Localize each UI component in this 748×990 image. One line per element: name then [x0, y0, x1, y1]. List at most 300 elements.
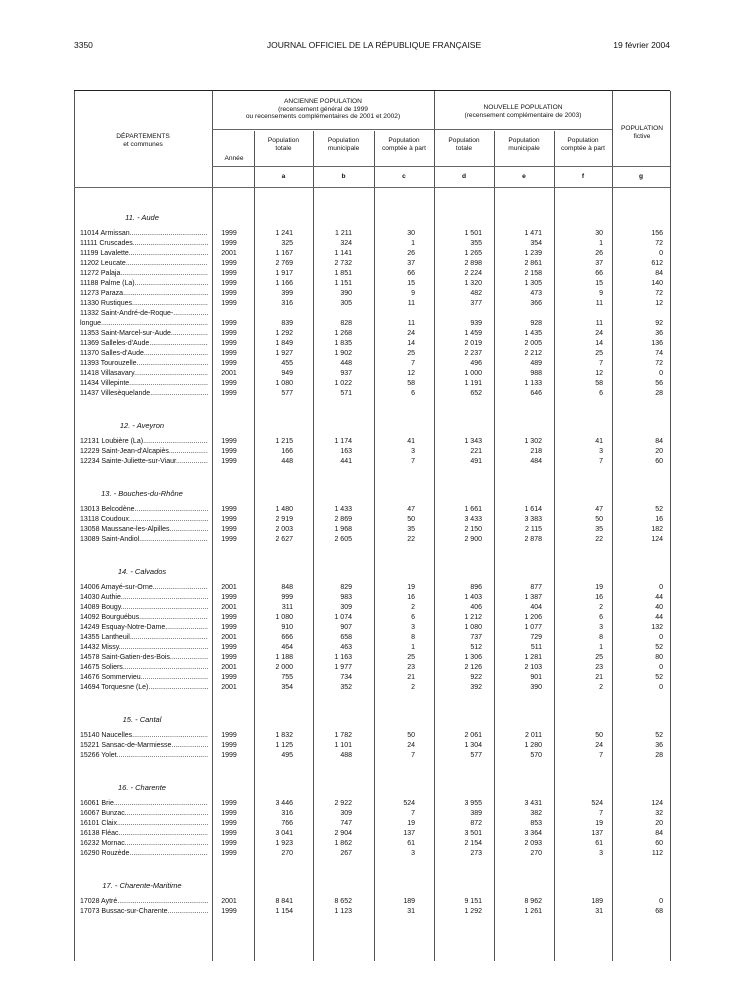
- cell-c6: 7: [599, 458, 603, 465]
- cell-c6: 11: [595, 300, 603, 307]
- cell-c4: 1 306: [464, 654, 482, 661]
- cell-yr: 1999: [221, 810, 237, 817]
- cell-c2: 1 268: [334, 330, 352, 337]
- cell-c3: 23: [407, 664, 415, 671]
- cell-c1: 766: [281, 820, 293, 827]
- cell-c4: 9 151: [464, 898, 482, 905]
- cell-c1: 848: [281, 584, 293, 591]
- department-heading: 12. - Aveyron: [119, 421, 165, 430]
- commune-name: 11370 Salles-d'Aude .....: [80, 349, 208, 359]
- cell-c4: 1 191: [464, 380, 482, 387]
- cell-c2: 1 074: [334, 614, 352, 621]
- table-row: [74, 683, 670, 693]
- key-c: c: [402, 173, 406, 180]
- cell-c7: 56: [655, 380, 663, 387]
- cell-c6: 6: [599, 390, 603, 397]
- commune-name: 16061 Brie .....: [80, 799, 208, 809]
- cell-c1: 316: [281, 810, 293, 817]
- table-row: [74, 437, 670, 447]
- cell-c7: 156: [651, 230, 663, 237]
- key-g: g: [638, 173, 644, 180]
- cell-c6: 19: [595, 584, 603, 591]
- table-row: [74, 369, 670, 379]
- cell-c1: 1 125: [275, 742, 293, 749]
- cell-c1: 3 041: [275, 830, 293, 837]
- table-row: [74, 897, 670, 907]
- cell-yr: 1999: [221, 526, 237, 533]
- cell-yr: 1999: [221, 438, 237, 445]
- cell-yr: 1999: [221, 458, 237, 465]
- cell-c7: 84: [655, 438, 663, 445]
- cell-yr: 1999: [221, 300, 237, 307]
- cell-c1: 1 188: [275, 654, 293, 661]
- cell-c7: 112: [651, 850, 663, 857]
- cell-c3: 7: [411, 752, 415, 759]
- cell-c4: 1 343: [464, 438, 482, 445]
- cell-c5: 1 281: [524, 654, 542, 661]
- cell-c4: 355: [470, 240, 482, 247]
- header-d-population-totale: Population totale: [448, 137, 480, 152]
- commune-name: longue .....: [80, 319, 208, 329]
- cell-yr: 2001: [221, 898, 237, 905]
- cell-c6: 21: [595, 674, 603, 681]
- commune-name: 11393 Tourouzelle .....: [80, 359, 208, 369]
- table-row: [74, 289, 670, 299]
- cell-c7: 84: [655, 830, 663, 837]
- cell-c6: 35: [595, 526, 603, 533]
- cell-c2: 352: [340, 684, 352, 691]
- table-row: [74, 319, 670, 329]
- cell-c7: 0: [659, 898, 663, 905]
- cell-c5: 1 471: [524, 230, 542, 237]
- cell-c1: 949: [281, 370, 293, 377]
- cell-c6: 37: [595, 260, 603, 267]
- cell-c4: 496: [470, 360, 482, 367]
- cell-c7: 124: [651, 800, 663, 807]
- cell-c7: 12: [655, 300, 663, 307]
- cell-c1: 166: [281, 448, 293, 455]
- cell-c1: 311: [281, 604, 293, 611]
- cell-c5: 382: [530, 810, 542, 817]
- cell-c2: 2 732: [334, 260, 352, 267]
- cell-c7: 72: [655, 360, 663, 367]
- cell-c4: 1 459: [464, 330, 482, 337]
- cell-c3: 6: [411, 614, 415, 621]
- table-row: [74, 829, 670, 839]
- cell-c4: 2 900: [464, 536, 482, 543]
- cell-c5: 2 158: [524, 270, 542, 277]
- cell-c6: 22: [595, 536, 603, 543]
- journal-title: JOURNAL OFFICIEL DE LA RÉPUBLIQUE FRANÇAISE: [266, 40, 482, 50]
- cell-yr: 1999: [221, 850, 237, 857]
- table-row: [74, 239, 670, 249]
- cell-c4: 1 292: [464, 908, 482, 915]
- cell-yr: 1999: [221, 270, 237, 277]
- cell-c7: 36: [655, 330, 663, 337]
- table-row: [74, 731, 670, 741]
- cell-yr: 2001: [221, 370, 237, 377]
- table-row: [74, 663, 670, 673]
- cell-c5: 354: [530, 240, 542, 247]
- department-heading: 11. - Aude: [125, 213, 159, 222]
- cell-c5: 2 093: [524, 840, 542, 847]
- population-table: [74, 90, 670, 961]
- cell-c2: 829: [340, 584, 352, 591]
- cell-c4: 1 661: [464, 506, 482, 513]
- cell-c1: 455: [281, 360, 293, 367]
- cell-c2: 658: [340, 634, 352, 641]
- cell-c1: 1 167: [275, 250, 293, 257]
- page-number: 3350: [74, 40, 93, 50]
- cell-yr: 1999: [221, 752, 237, 759]
- cell-c2: 983: [340, 594, 352, 601]
- cell-c2: 1 163: [334, 654, 352, 661]
- table-row: [74, 379, 670, 389]
- cell-c7: 80: [655, 654, 663, 661]
- key-a: a: [281, 173, 286, 180]
- cell-yr: 1999: [221, 360, 237, 367]
- cell-c3: 25: [407, 350, 415, 357]
- table-row: [74, 535, 670, 545]
- cell-c5: 2 212: [524, 350, 542, 357]
- cell-yr: 1999: [221, 800, 237, 807]
- cell-c6: 47: [595, 506, 603, 513]
- cell-c3: 26: [407, 250, 415, 257]
- cell-c1: 999: [281, 594, 293, 601]
- cell-yr: 2001: [221, 584, 237, 591]
- cell-c2: 747: [340, 820, 352, 827]
- cell-c6: 25: [595, 350, 603, 357]
- table-row: [74, 229, 670, 239]
- table-row: [74, 339, 670, 349]
- cell-c4: 2 237: [464, 350, 482, 357]
- commune-name: 14676 Sommervieu .....: [80, 673, 208, 683]
- key-f: f: [581, 173, 585, 180]
- cell-yr: 2001: [221, 634, 237, 641]
- table-row: [74, 741, 670, 751]
- cell-c2: 324: [340, 240, 352, 247]
- table-row: [74, 249, 670, 259]
- cell-c3: 19: [407, 820, 415, 827]
- cell-c1: 399: [281, 290, 293, 297]
- cell-c4: 1 320: [464, 280, 482, 287]
- cell-c7: 140: [651, 280, 663, 287]
- cell-c7: 44: [655, 614, 663, 621]
- cell-c3: 8: [411, 634, 415, 641]
- table-row: [74, 309, 670, 319]
- cell-c1: 1 832: [275, 732, 293, 739]
- table-row: [74, 505, 670, 515]
- commune-name: 11330 Rustiques .....: [80, 299, 208, 309]
- cell-c3: 14: [407, 340, 415, 347]
- cell-c3: 3: [411, 448, 415, 455]
- cell-yr: 1999: [221, 448, 237, 455]
- cell-c7: 182: [651, 526, 663, 533]
- table-row: [74, 389, 670, 399]
- header-a-population-totale: Population totale: [267, 137, 300, 152]
- cell-c1: 8 841: [275, 898, 293, 905]
- cell-c2: 1 433: [334, 506, 352, 513]
- cell-c3: 1: [411, 644, 415, 651]
- cell-c5: 1 206: [524, 614, 542, 621]
- cell-c3: 19: [407, 584, 415, 591]
- commune-name: 14030 Authie .....: [80, 593, 208, 603]
- cell-c7: 84: [655, 270, 663, 277]
- cell-c5: 2 011: [525, 732, 542, 739]
- cell-c5: 1 280: [524, 742, 542, 749]
- cell-yr: 1999: [221, 340, 237, 347]
- commune-name: 11202 Leucate .....: [80, 259, 208, 269]
- table-row: [74, 633, 670, 643]
- cell-c5: 2 861: [524, 260, 542, 267]
- cell-c5: 270: [530, 850, 542, 857]
- cell-c2: 390: [340, 290, 352, 297]
- cell-c1: 1 923: [275, 840, 293, 847]
- cell-c2: 2 922: [334, 800, 352, 807]
- department-heading: 17. - Charente-Maritime: [102, 881, 182, 890]
- cell-c2: 8 652: [334, 898, 352, 905]
- cell-c4: 2 898: [464, 260, 482, 267]
- cell-c6: 524: [591, 800, 603, 807]
- commune-name: 11369 Salleles-d'Aude .....: [80, 339, 208, 349]
- cell-c2: 1 902: [334, 350, 352, 357]
- cell-yr: 1999: [221, 840, 237, 847]
- cell-c1: 577: [281, 390, 293, 397]
- cell-c2: 1 977: [334, 664, 352, 671]
- cell-c2: 1 022: [334, 380, 352, 387]
- cell-c4: 1 212: [464, 614, 482, 621]
- cell-c3: 66: [407, 270, 415, 277]
- commune-name: 13058 Maussane-les-Alpilles .....: [80, 525, 208, 535]
- cell-c1: 2 769: [275, 260, 293, 267]
- cell-c4: 939: [470, 320, 482, 327]
- table-row: [74, 359, 670, 369]
- cell-c4: 1 403: [464, 594, 482, 601]
- cell-c2: 448: [340, 360, 352, 367]
- cell-c7: 52: [655, 732, 663, 739]
- cell-yr: 1999: [221, 290, 237, 297]
- table-row: [74, 809, 670, 819]
- cell-c3: 22: [407, 536, 415, 543]
- cell-c7: 0: [659, 664, 663, 671]
- commune-name: 11111 Cruscades .....: [80, 239, 208, 249]
- commune-name: 14432 Missy .....: [80, 643, 208, 653]
- cell-c3: 24: [407, 330, 415, 337]
- header-c-population-comptee: Population comptée à part: [382, 137, 426, 152]
- cell-c5: 646: [530, 390, 542, 397]
- cell-c4: 922: [470, 674, 482, 681]
- cell-c1: 1 154: [275, 908, 293, 915]
- cell-c2: 571: [340, 390, 352, 397]
- commune-name: 15221 Sansac-de-Marmiesse .....: [80, 741, 208, 751]
- table-row: [74, 525, 670, 535]
- cell-c5: 2 005: [524, 340, 542, 347]
- commune-name: 14089 Bougy .....: [80, 603, 208, 613]
- cell-c6: 23: [595, 664, 603, 671]
- cell-c7: 0: [659, 370, 663, 377]
- commune-name: 17073 Bussac-sur-Charente .....: [80, 907, 208, 917]
- cell-c7: 52: [655, 644, 663, 651]
- cell-c5: 729: [530, 634, 542, 641]
- cell-c1: 910: [281, 624, 293, 631]
- cell-c7: 60: [655, 840, 663, 847]
- header-f-population-comptee: Population comptée à part: [561, 137, 605, 152]
- cell-c3: 47: [407, 506, 415, 513]
- cell-c2: 1 862: [334, 840, 352, 847]
- cell-c3: 41: [407, 438, 415, 445]
- cell-c5: 8 962: [524, 898, 542, 905]
- cell-c7: 32: [655, 810, 663, 817]
- cell-c5: 877: [530, 584, 542, 591]
- cell-c4: 2 019: [464, 340, 482, 347]
- cell-c7: 60: [655, 458, 663, 465]
- table-row: [74, 447, 670, 457]
- cell-yr: 1999: [221, 624, 237, 631]
- commune-name: 14675 Soliers .....: [80, 663, 208, 673]
- commune-name: 11332 Saint-André-de-Roque- .....: [80, 309, 208, 319]
- cell-c3: 7: [411, 458, 415, 465]
- table-row: [74, 583, 670, 593]
- header-annee: Année: [224, 155, 244, 162]
- cell-c4: 491: [470, 458, 482, 465]
- cell-c3: 11: [407, 320, 415, 327]
- cell-c5: 511: [530, 644, 542, 651]
- publication-date: 19 février 2004: [613, 40, 670, 50]
- cell-c7: 74: [655, 350, 663, 357]
- cell-c3: 3: [411, 624, 415, 631]
- cell-c3: 6: [411, 390, 415, 397]
- commune-name: 14694 Torquesne (Le) .....: [80, 683, 208, 693]
- cell-c3: 524: [403, 800, 415, 807]
- cell-c2: 1 141: [334, 250, 352, 257]
- cell-c5: 3 364: [524, 830, 542, 837]
- commune-name: 13013 Belcodène .....: [80, 505, 208, 515]
- cell-yr: 2001: [221, 604, 237, 611]
- cell-c7: 0: [659, 634, 663, 641]
- cell-c1: 755: [281, 674, 293, 681]
- cell-yr: 1999: [221, 230, 237, 237]
- commune-name: 16290 Rouzède .....: [80, 849, 208, 859]
- commune-name: 14006 Amayé-sur-Orne .....: [80, 583, 208, 593]
- cell-yr: 2001: [221, 250, 237, 257]
- cell-c5: 901: [530, 674, 542, 681]
- table-row: [74, 603, 670, 613]
- table-row: [74, 457, 670, 467]
- cell-c1: 2 627: [275, 536, 293, 543]
- cell-c2: 937: [340, 370, 352, 377]
- cell-c3: 50: [407, 516, 415, 523]
- cell-c7: 16: [655, 516, 663, 523]
- cell-c1: 270: [281, 850, 293, 857]
- cell-c3: 7: [411, 360, 415, 367]
- cell-c5: 1 614: [524, 506, 542, 513]
- cell-c5: 1 261: [524, 908, 542, 915]
- cell-c5: 3 383: [524, 516, 542, 523]
- cell-c3: 2: [411, 604, 415, 611]
- cell-c5: 1 302: [524, 438, 542, 445]
- cell-c2: 309: [340, 810, 352, 817]
- commune-name: 11199 Lavalette .....: [80, 249, 208, 259]
- cell-c3: 30: [407, 230, 415, 237]
- cell-c2: 163: [340, 448, 352, 455]
- cell-c4: 2 154: [464, 840, 482, 847]
- commune-name: 17028 Aytré .....: [80, 897, 208, 907]
- header-b-population-municipale: Population municipale: [327, 137, 360, 152]
- commune-name: 14355 Lantheuil .....: [80, 633, 208, 643]
- cell-c5: 1 435: [524, 330, 542, 337]
- table-row: [74, 593, 670, 603]
- cell-c5: 1 133: [524, 380, 542, 387]
- commune-name: 12229 Saint-Jean-d'Alcapiès .....: [80, 447, 208, 457]
- cell-c2: 2 869: [334, 516, 352, 523]
- cell-c7: 132: [651, 624, 663, 631]
- cell-c7: 36: [655, 742, 663, 749]
- cell-c3: 25: [407, 654, 415, 661]
- cell-yr: 1999: [221, 536, 237, 543]
- cell-c4: 652: [470, 390, 482, 397]
- cell-c5: 2 878: [524, 536, 542, 543]
- cell-yr: 1999: [221, 614, 237, 621]
- cell-c2: 1 211: [335, 230, 352, 237]
- cell-c3: 15: [407, 280, 415, 287]
- cell-c3: 12: [407, 370, 415, 377]
- cell-c3: 3: [411, 850, 415, 857]
- cell-c6: 24: [595, 742, 603, 749]
- key-d: d: [461, 173, 467, 180]
- commune-name: 16101 Claix .....: [80, 819, 208, 829]
- cell-c7: 0: [659, 684, 663, 691]
- cell-c6: 7: [599, 810, 603, 817]
- commune-name: 11014 Armissan .....: [80, 229, 208, 239]
- cell-c7: 136: [651, 340, 663, 347]
- commune-name: 11437 Villesèquelande .....: [80, 389, 208, 399]
- header-departements: DÉPARTEMENTS et communes: [116, 133, 170, 148]
- cell-c7: 52: [655, 506, 663, 513]
- cell-yr: 1999: [221, 830, 237, 837]
- cell-c4: 406: [470, 604, 482, 611]
- cell-c6: 189: [591, 898, 603, 905]
- cell-c6: 50: [595, 732, 603, 739]
- cell-c4: 1 000: [464, 370, 482, 377]
- cell-c1: 1 480: [275, 506, 293, 513]
- cell-c4: 389: [470, 810, 482, 817]
- cell-c4: 896: [470, 584, 482, 591]
- header-population-fictive: POPULATION fictive: [620, 125, 663, 140]
- cell-c3: 21: [407, 674, 415, 681]
- commune-name: 16232 Mornac .....: [80, 839, 208, 849]
- cell-c4: 1 501: [464, 230, 482, 237]
- cell-c6: 14: [595, 340, 603, 347]
- key-e: e: [522, 173, 526, 180]
- table-row: [74, 673, 670, 683]
- cell-c3: 7: [411, 810, 415, 817]
- cell-c7: 0: [659, 250, 663, 257]
- cell-c1: 464: [281, 644, 293, 651]
- cell-c3: 24: [407, 742, 415, 749]
- cell-c6: 6: [599, 614, 603, 621]
- commune-name: 13118 Coudoux .....: [80, 515, 208, 525]
- cell-c7: 44: [655, 594, 663, 601]
- cell-c6: 2: [599, 604, 603, 611]
- cell-c1: 666: [281, 634, 293, 641]
- table-row: [74, 515, 670, 525]
- cell-c2: 267: [340, 850, 352, 857]
- cell-c2: 1 174: [334, 438, 352, 445]
- header-ancienne-population: ANCIENNE POPULATION (recensement général de 1999 ou recensements complémentaires de 2001 et 2002): [245, 98, 401, 120]
- cell-c7: 68: [655, 908, 663, 915]
- table-row: [74, 799, 670, 809]
- cell-c6: 66: [595, 270, 603, 277]
